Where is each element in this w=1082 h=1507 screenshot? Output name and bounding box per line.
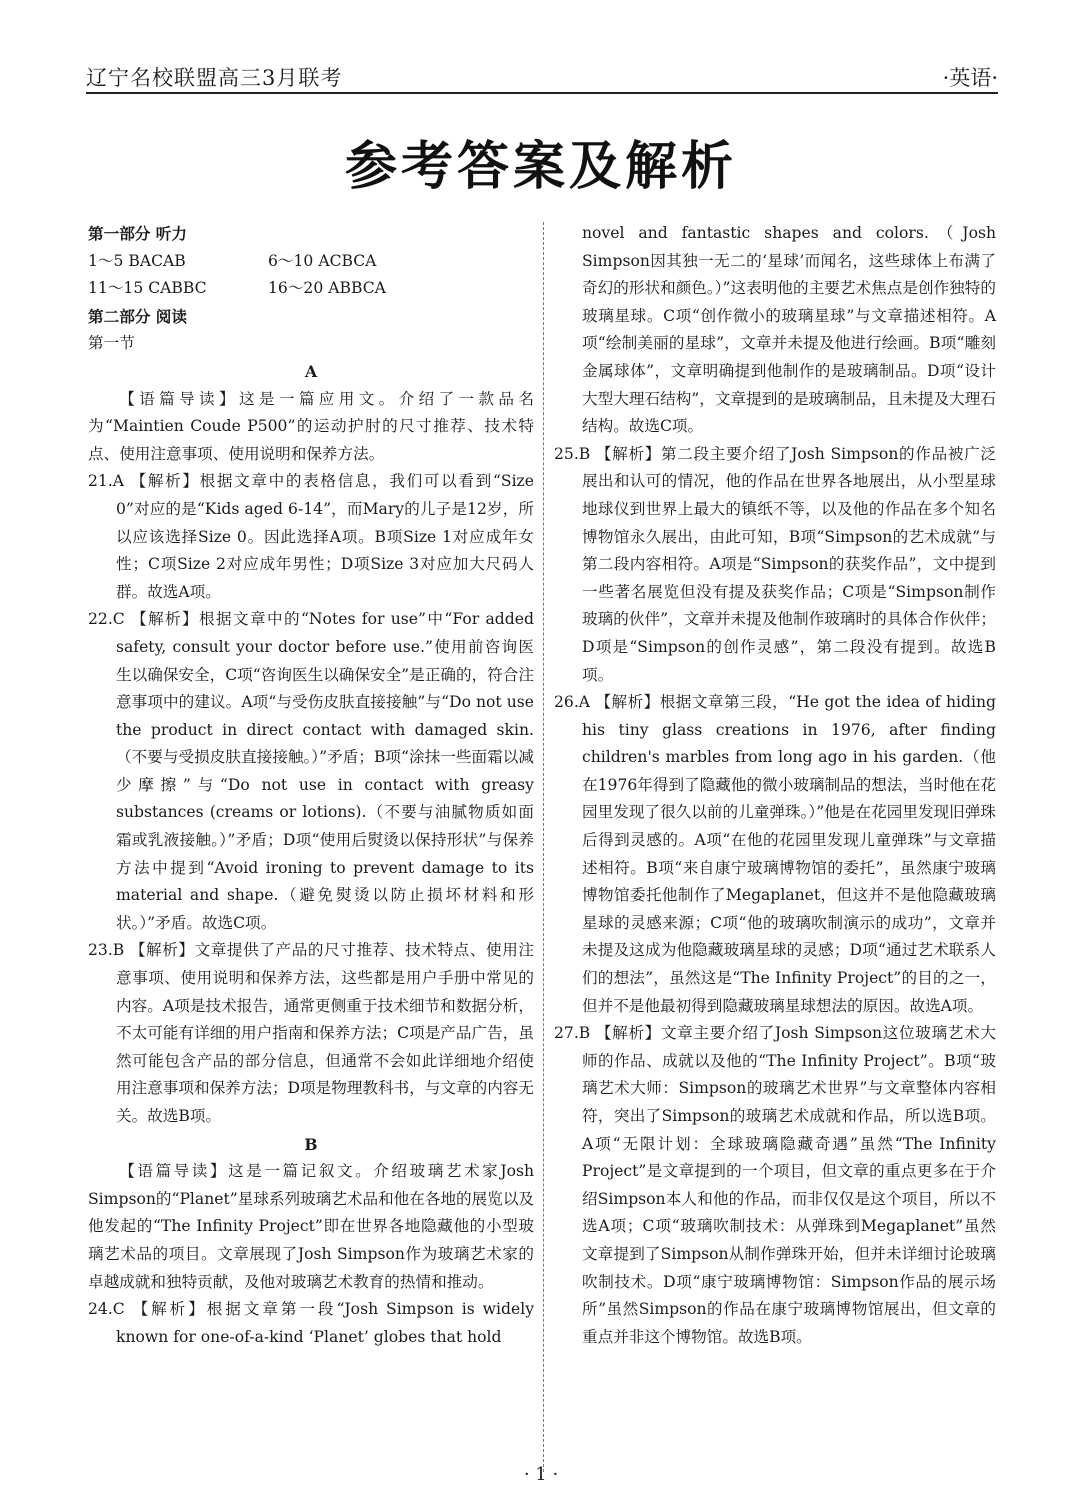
answer-group: 6～10 ACBCA — [268, 251, 377, 270]
answer-group: 1～5 BACAB — [88, 251, 186, 270]
left-column — [88, 220, 534, 1351]
page-title: 参考答案及解析 — [344, 137, 737, 197]
section-b-guide: 【语篇导读】这是一篇记叙文。介绍玻璃艺术家Josh Simpson的“Planet”星球系列玻璃艺术品和他在各地的展览以及他发起的“The Infinity Project”即在世界各地隐藏他的小型玻璃艺术品的项目。文章展现了Josh Simpson作为玻璃艺术家的卓越成就和独特贡献，及他对玻璃艺术教育的热情和推动。 — [88, 1162, 535, 1291]
right-column — [554, 220, 996, 1351]
page-header — [86, 62, 998, 90]
header-divider — [86, 92, 998, 94]
page-number: · 1 · — [523, 1464, 559, 1485]
answer-22: 22.C 【解析】根据文章中的“Notes for use”中“For added safety, consult your doctor before use.”使用前咨询医生以确保安全，C项“咨询医生以确保安全”是正确的，符合注意事项中的建议。A项“与受伤皮肤直接接触”与“Do not use the product in direct contact with damaged skin.（不要与受损皮肤直接接触。）”矛盾；B项“涂抹一些面霜以减少摩擦”与“Do not use in contact with greasy substances (creams or lotions).（不要与油腻物质如面霜或乳液接触。）”矛盾；D项“使用后熨烫以保持形状”与保养方法中提到“Avoid ironing to prevent damage to its material and shape.（避免熨烫以防止损坏材料和形状。）”矛盾。故选C项。 — [88, 610, 534, 932]
section-b-heading: B — [304, 1134, 318, 1154]
answer-24: 24.C 【解析】根据文章第一段“Josh Simpson is widely known for one-of-a-kind ‘Planet’ globes that hold — [88, 1300, 534, 1346]
part2-subsection: 第一节 — [88, 334, 135, 353]
answer-group: 11～15 CABBC — [88, 279, 207, 298]
answer-24-continued: novel and fantastic shapes and colors.（Josh Simpson因其独一无二的‘星球’而闻名，这些球体上布满了奇幻的形状和颜色。）”这表明他的主要艺术焦点是创作独特的玻璃星球。C项“创作微小的玻璃星球”与文章描述相符。A项“绘制美丽的星球”，文章并未提及他进行绘画。B项“雕刻金属球体”，文章明确提到他制作的是玻璃制品。D项“设计大型大理石结构”，文章提到的是玻璃制品，且未提及大理石结构。故选C项。 — [582, 224, 996, 436]
answer-21: 21.A 【解析】根据文章中的表格信息，我们可以看到“Size 0”对应的是“Kids aged 6-14”，而Mary的儿子是12岁，所以应该选择Size 0。因此选择A项。B项Size 1对应成年女性；C项Size 2对应成年男性；D项Size 3对应加大尺码人群。故选A项。 — [88, 472, 534, 601]
section-a-heading: A — [304, 361, 318, 381]
answer-26: 26.A 【解析】根据文章第三段，“He got the idea of hiding his tiny glass creations in 1976, after finding children's marbles from long ago in his garden.（他在1976年得到了隐藏他的微小玻璃制品的想法，当时他在花园里发现了很久以前的儿童弹珠。）”他是在花园里发现旧弹珠后得到灵感的。A项“在他的花园里发现儿童弹珠”与文章描述相符。B项“来自康宁玻璃博物馆的委托”，虽然康宁玻璃博物馆委托他制作了Megaplanet，但这并不是他隐藏玻璃星球的灵感来源；C项“他的玻璃吹制演示的成功”，文章并未提及这成为他隐藏玻璃星球的灵感；D项“通过艺术联系人们的想法”，虽然这是“The Infinity Project”的目的之一，但并不是他最初得到隐藏玻璃星球想法的原因。故选A项。 — [554, 693, 996, 1015]
part1-heading: 第一部分 听力 — [88, 224, 187, 243]
answer-row — [88, 275, 534, 303]
answer-row — [88, 248, 534, 276]
part2-heading: 第二部分 阅读 — [88, 306, 187, 326]
section-a-guide: 【语篇导读】这是一篇应用文。介绍了一款品名为“Maintien Coude P500”的运动护肘的尺寸推荐、技术特点、使用注意事项、使用说明和保养方法。 — [88, 389, 534, 463]
column-divider — [543, 222, 544, 1472]
answer-23: 23.B 【解析】文章提供了产品的尺寸推荐、技术特点、使用注意事项、使用说明和保养方法，这些都是用户手册中常见的内容。A项是技术报告，通常更侧重于技术细节和数据分析，不太可能有详细的用户指南和保养方法；C项是产品广告，虽然可能包含产品的部分信息，但通常不会如此详细地介绍使用注意事项和保养方法；D项是物理教科书，与文章的内容无关。故选B项。 — [88, 941, 534, 1125]
subject-label: ·英语· — [942, 66, 998, 90]
answer-25: 25.B 【解析】第二段主要介绍了Josh Simpson的作品被广泛展出和认可的情况，他的作品在世界各地展出，从小型星球地球仪到世界上最大的镇纸不等，以及他的作品在多个知名博物馆永久展出，由此可知，B项“Simpson的艺术成就”与第二段内容相符。A项是“Simpson的获奖作品”，文中提到一些著名展览但没有提及获奖作品；C项是“Simpson制作玻璃的伙伴”，文章并未提及他制作玻璃时的具体合作伙伴；D项是“Simpson的创作灵感”，第二段没有提到。故选B项。 — [554, 444, 996, 684]
exam-title: 辽宁名校联盟高三3月联考 — [86, 66, 343, 90]
answer-27: 27.B 【解析】文章主要介绍了Josh Simpson这位玻璃艺术大师的作品、成就以及他的“The Infinity Project”。B项“玻璃艺术大师：Simpson的玻璃艺术世界”与文章整体内容相符，突出了Simpson的玻璃艺术成就和作品，所以选B项。A项“无限计划：全球玻璃隐藏奇遇”虽然“The Infinity Project”是文章提到的一个项目，但文章的重点更多在于介绍Simpson本人和他的作品，而非仅仅是这个项目，所以不选A项；C项“玻璃吹制技术：从弹珠到Megaplanet”虽然文章提到了Simpson从制作弹珠开始，但并未详细讨论玻璃吹制技术。D项“康宁玻璃博物馆：Simpson作品的展示场所”虽然Simpson的作品在康宁玻璃博物馆展出，但文章的重点并非这个博物馆。故选B项。 — [554, 1024, 996, 1346]
answer-group: 16～20 ABBCA — [268, 279, 386, 298]
